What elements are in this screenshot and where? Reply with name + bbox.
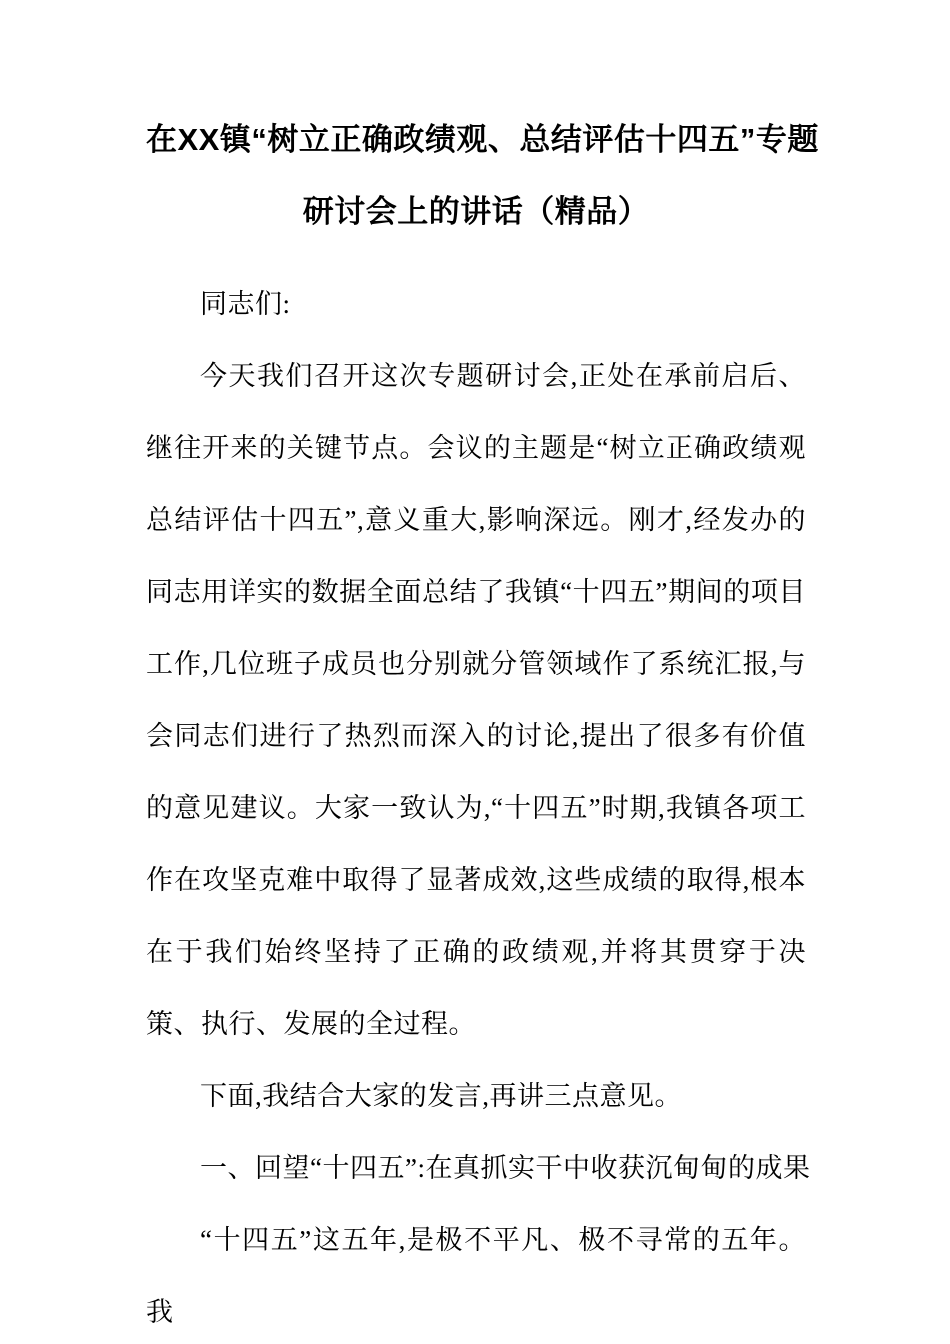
section-body-paragraph-1: “十四五”这五年,是极不平凡、极不寻常的五年。我 xyxy=(146,1225,806,1327)
salutation: 同志们: xyxy=(200,289,291,319)
body-paragraph-1: 今天我们召开这次专题研讨会,正处在承前启后、继往开来的关键节点。会议的主题是“树立正确政绩观总结评估十四五”,意义重大,影响深远。刚才,经发办的同志用详实的数据全面总结了我镇“十四五”期间的项目工作,几位班子成员也分别就分管领域作了系统汇报,与会同志们进行了热烈而深入的讨论,提出了很多有价值的意见建议。大家一致认为,“十四五”时期,我镇各项工作在攻坚克难中取得了显著成效,这些成绩的取得,根本在于我们始终坚持了正确的政绩观,并将其贯穿于决策、执行、发展的全过程。 xyxy=(146,361,806,1039)
section-heading-1: 一、回望“十四五”:在真抓实干中收获沉甸甸的成果 xyxy=(200,1153,811,1183)
page-title xyxy=(146,104,819,248)
page-title-line-2: 研讨会上的讲话（精品） xyxy=(302,194,650,229)
page-title-line-1: 在XX镇“树立正确政绩观、总结评估十四五”专题 xyxy=(146,122,819,157)
document-content xyxy=(146,104,819,1344)
body-paragraph-2: 下面,我结合大家的发言,再讲三点意见。 xyxy=(200,1081,682,1111)
